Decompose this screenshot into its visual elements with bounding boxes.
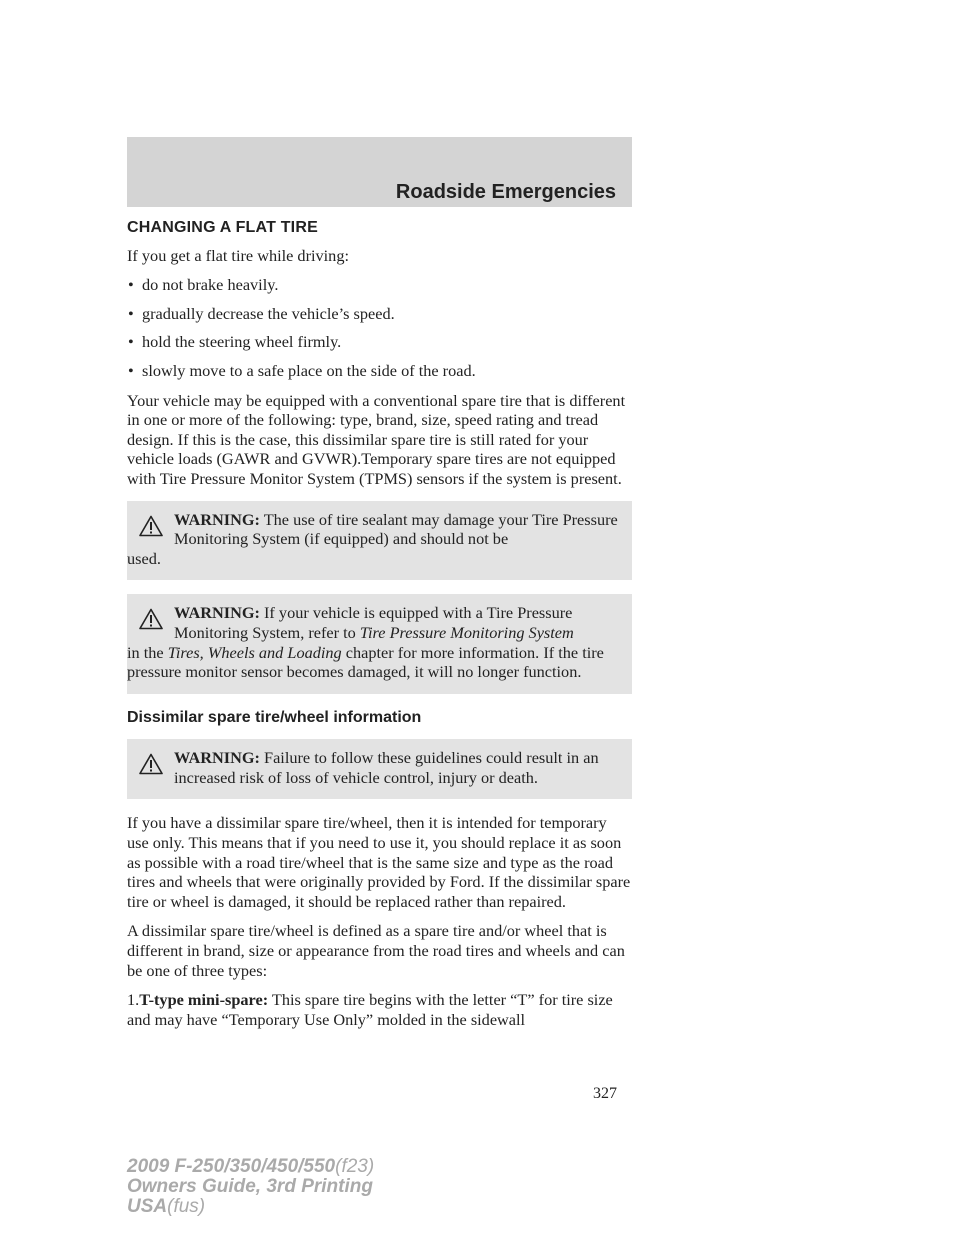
spare-type-item-1 <box>127 990 632 1029</box>
footer-model-code: (f23) <box>335 1156 375 1177</box>
heading-changing-flat-tire: CHANGING A FLAT TIRE <box>127 219 318 236</box>
warning-text: chapter for more information. If the tire pressure monitor sensor becomes damaged, it will no longer function. <box>127 642 604 682</box>
warning-text: If your vehicle is equipped with a Tire Pressure Monitoring System, refer to <box>174 603 573 642</box>
heading-dissimilar-spare: Dissimilar spare tire/wheel information <box>127 708 422 726</box>
list-item: • gradually decrease the vehicle’s speed. <box>127 304 632 324</box>
footer-region: USA <box>127 1196 168 1217</box>
list-item: • hold the steering wheel firmly. <box>127 332 632 352</box>
intro-text: If you get a flat tire while driving: <box>127 245 349 265</box>
warning-text: in the <box>127 642 164 662</box>
warning-label: WARNING: <box>174 748 260 768</box>
footer-model: 2009 F-250/350/450/550 <box>127 1156 336 1177</box>
document-footer <box>127 1157 374 1217</box>
warning-box-tpms <box>127 594 632 693</box>
warning-triangle-icon <box>139 608 163 630</box>
section-title: Roadside Emergencies <box>395 181 616 203</box>
warning-text-end: used. <box>127 548 161 568</box>
warning-triangle-icon <box>139 753 163 775</box>
warning-triangle-icon <box>139 515 163 537</box>
list-item: • slowly move to a safe place on the side of the road. <box>127 361 632 381</box>
page-content <box>127 218 632 1039</box>
driving-tips-list <box>127 275 632 380</box>
footer-region-code: (fus) <box>167 1196 206 1217</box>
page-number: 327 <box>593 1085 617 1102</box>
item-text: This spare tire begins with the letter “T” for tire size and may have “Temporary Use Only” molded in the sidewall <box>127 990 613 1029</box>
warning-text-continued <box>127 643 620 682</box>
warning-box-guidelines <box>127 739 632 799</box>
warning-reference-tpms: Tire Pressure Monitoring System <box>359 622 574 642</box>
temporary-use-paragraph: If you have a dissimilar spare tire/wheel, then it is intended for temporary use only. This means that if you need to use it, you should replace it as soon as possible with a road tire/wheel that is the same size and type as the road tires and wheels that were originally provided by Ford. If the dissimilar spare tire or wheel is damaged, it should be replaced rather than repaired. <box>127 813 631 911</box>
warning-text: Failure to follow these guidelines could result in an increased risk of loss of vehicle control, injury or death. <box>174 748 599 787</box>
item-number: 1. <box>127 990 140 1010</box>
warning-text: The use of tire sealant may damage your Tire Pressure Monitoring System (if equipped) and should not be <box>174 509 618 549</box>
item-label: T-type mini-spare: <box>139 990 269 1010</box>
warning-label: WARNING: <box>174 603 260 623</box>
warning-box-sealant <box>127 501 632 581</box>
definition-paragraph: A dissimilar spare tire/wheel is defined as a spare tire and/or wheel that is different in brand, size or appearance from the road tires and wheels and can be one of three types: <box>127 921 625 980</box>
section-header-band <box>127 137 632 207</box>
warning-reference-chapter: Tires, Wheels and Loading <box>167 642 342 662</box>
footer-edition: Owners Guide, 3rd Printing <box>127 1176 373 1197</box>
spare-tire-paragraph: Your vehicle may be equipped with a conventional spare tire that is different in one or more of the following: type, brand, size, speed rating and tread design. If this is the case, this dissimilar spare tire is still rated for your vehicle loads (GAWR and GVWR).Temporary spare tires are not equipped with Tire Pressure Monitor System (TPMS) sensors if the system is present. <box>127 390 626 488</box>
list-item: • do not brake heavily. <box>127 275 632 295</box>
warning-label: WARNING: <box>174 509 260 529</box>
